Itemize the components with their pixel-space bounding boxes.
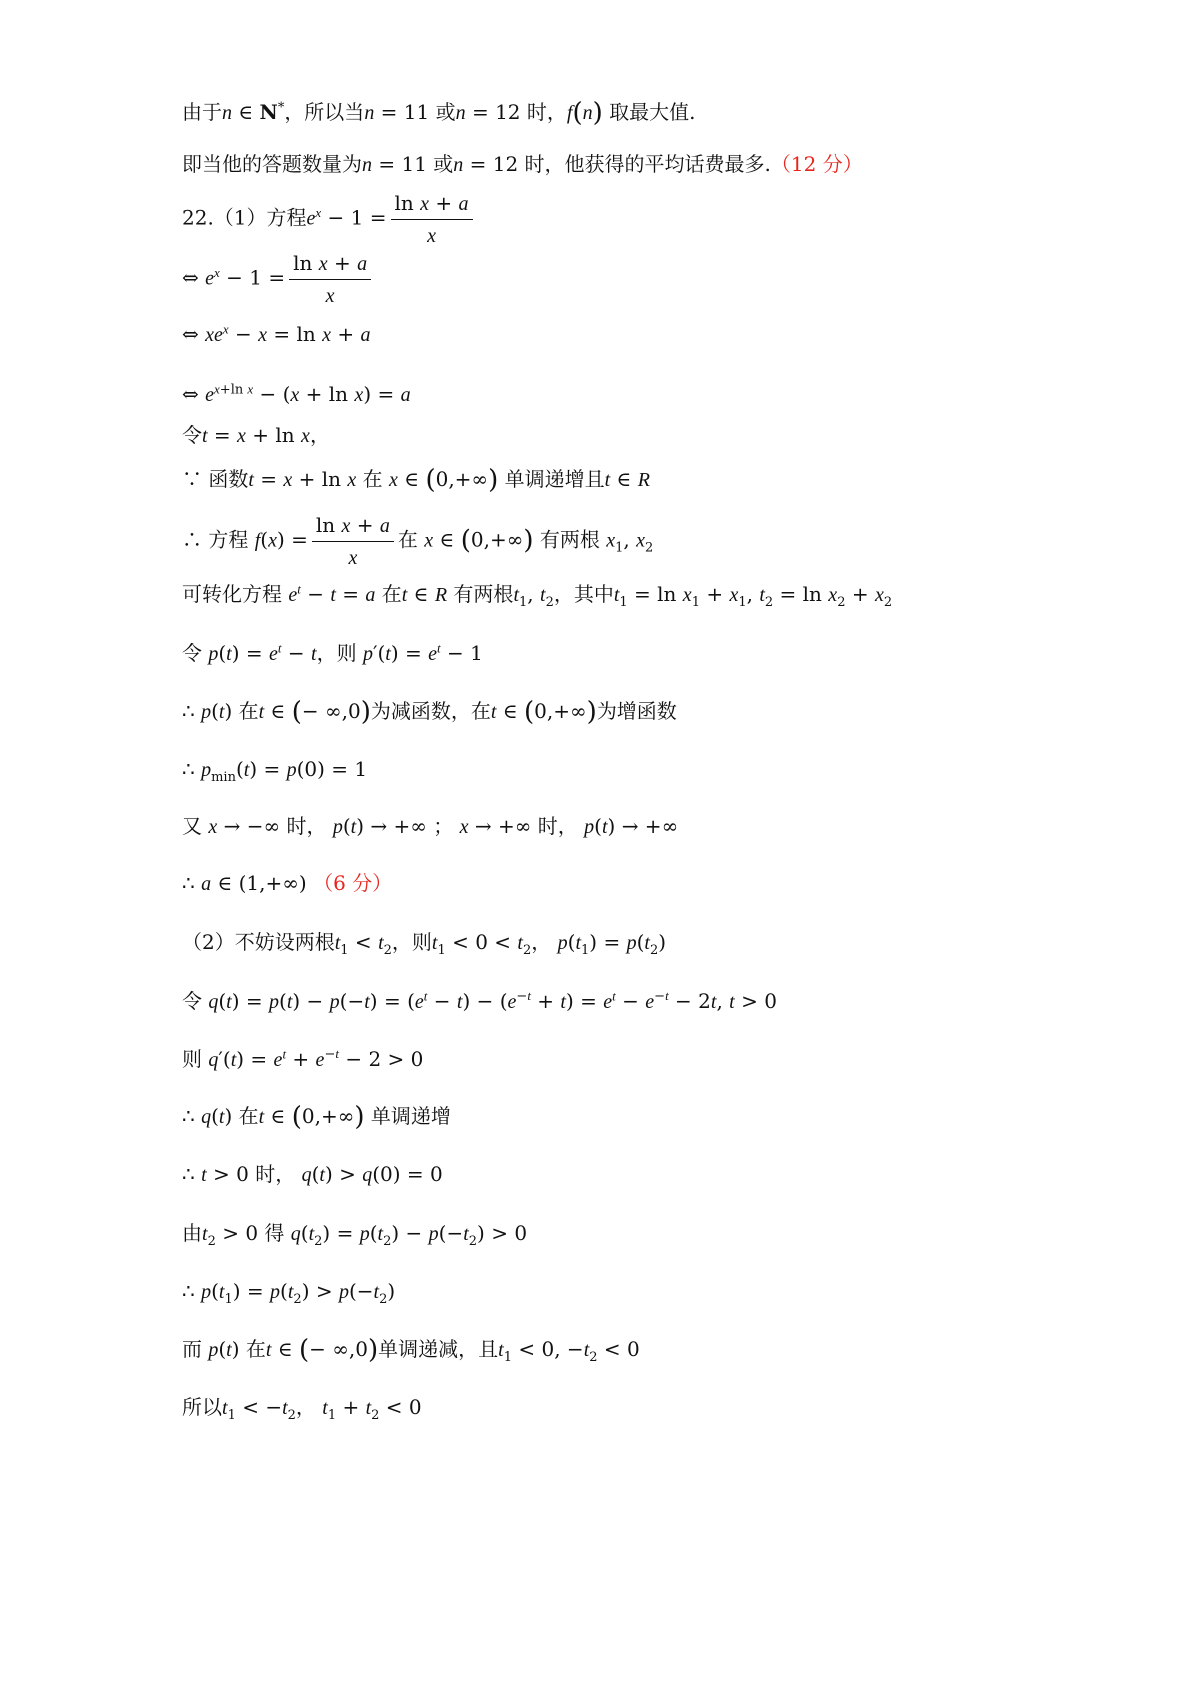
p-limits: 又 x → −∞ 时， p(t) → +∞ ； x → +∞ 时， p(t) → +∞ bbox=[182, 814, 679, 838]
q-derivative: 则 $q'(t) = e^t + e^{-t} - 2 > 0$ bbox=[182, 1046, 424, 1071]
p-minimum: ∴ $p_{min}(t) = p(0) = 1$ bbox=[182, 757, 368, 785]
part-2-assumption: （2）不妨设两根$t_1 < t_2$，则$t_1 < 0 < t_2$， $p(t_1) = p(t_2)$ bbox=[182, 930, 667, 958]
substitution-t: 令t = x + ln x， bbox=[182, 423, 330, 447]
q-t2: 由$t_2 > 0$ 得 $q(t_2) = p(t_2) - p(-t_2) > 0$ bbox=[182, 1221, 528, 1249]
text-line-answer-count: 即当他的答题数量为n = 11 或n = 12 时，他获得的平均话费最多.（12 分） bbox=[182, 152, 863, 176]
monotonic-statement: ∵ 函数t = x + ln x 在 x ∈ (0,+∞) 单调递增且t ∈ R bbox=[182, 465, 650, 495]
equivalence-step-1: ⇔ $e^x - 1$ = $\frac{\text{ln x + a}}{x}$ bbox=[182, 250, 375, 308]
final-conclusion: 所以$t_1 < -t_2$， $t_1 + t_2 < 0$ bbox=[182, 1395, 422, 1423]
score-label: （6 分） bbox=[313, 871, 393, 895]
text-line-conclusion-n: 由于n ∈ N*，所以当n = 11 或n = 12 时，f(n) 取最大值. bbox=[182, 98, 696, 128]
score-label: （12 分） bbox=[770, 152, 863, 176]
define-q: 令 $q(t) = p(t) - p(-t) = (e^t - t) - (e^{-t} + t) = e^t - e^{-t} - 2t$, t > 0 bbox=[182, 988, 777, 1013]
p-decreasing: 而 p(t) 在t ∈ (− ∞,0)单调递减，且$t_1 < 0$, $-t_2 < 0$ bbox=[182, 1335, 640, 1365]
two-roots-statement: ∴ 方程 f(x) = $\frac{\text{ln x + a}}{x}$ 在 x ∈ (0,+∞) 有两根 $x_1$, $x_2$ bbox=[182, 513, 654, 569]
transform-equation: 可转化方程 $e^t - t = a$ 在t ∈ R 有两根$t_1$, $t_2$，其中$t_1 = \ln x_1 + x_1$, $t_2 = \ln x_2 + x_2$ bbox=[182, 581, 893, 610]
equivalence-step-2: ⇔ $xe^x - x = \ln x + a$ bbox=[182, 321, 371, 346]
problem-22-heading: 22.（1）方程$e^x - 1$ = $\frac{\text{ln x + a}}{x}$ bbox=[182, 190, 477, 248]
p-monotonicity: ∴ p(t) 在t ∈ (− ∞,0)为减函数，在t ∈ (0,+∞)为增函数 bbox=[182, 697, 677, 727]
a-range: ∴ a ∈ (1,+∞) （6 分） bbox=[182, 871, 393, 895]
p-compare: ∴ $p(t_1) = p(t_2) > p(-t_2)$ bbox=[182, 1279, 396, 1307]
q-positive: ∴ t > 0 时， q(t) > q(0) = 0 bbox=[182, 1162, 443, 1186]
equivalence-step-3: ⇔ $e^{x+ln}$ $^x$ − (x + ln x) = a bbox=[182, 381, 411, 406]
q-increasing: ∴ q(t) 在t ∈ (0,+∞) 单调递增 bbox=[182, 1102, 451, 1132]
define-p: 令 $p(t) = e^t - t$，则 $p'(t) = e^t - 1$ bbox=[182, 640, 483, 665]
